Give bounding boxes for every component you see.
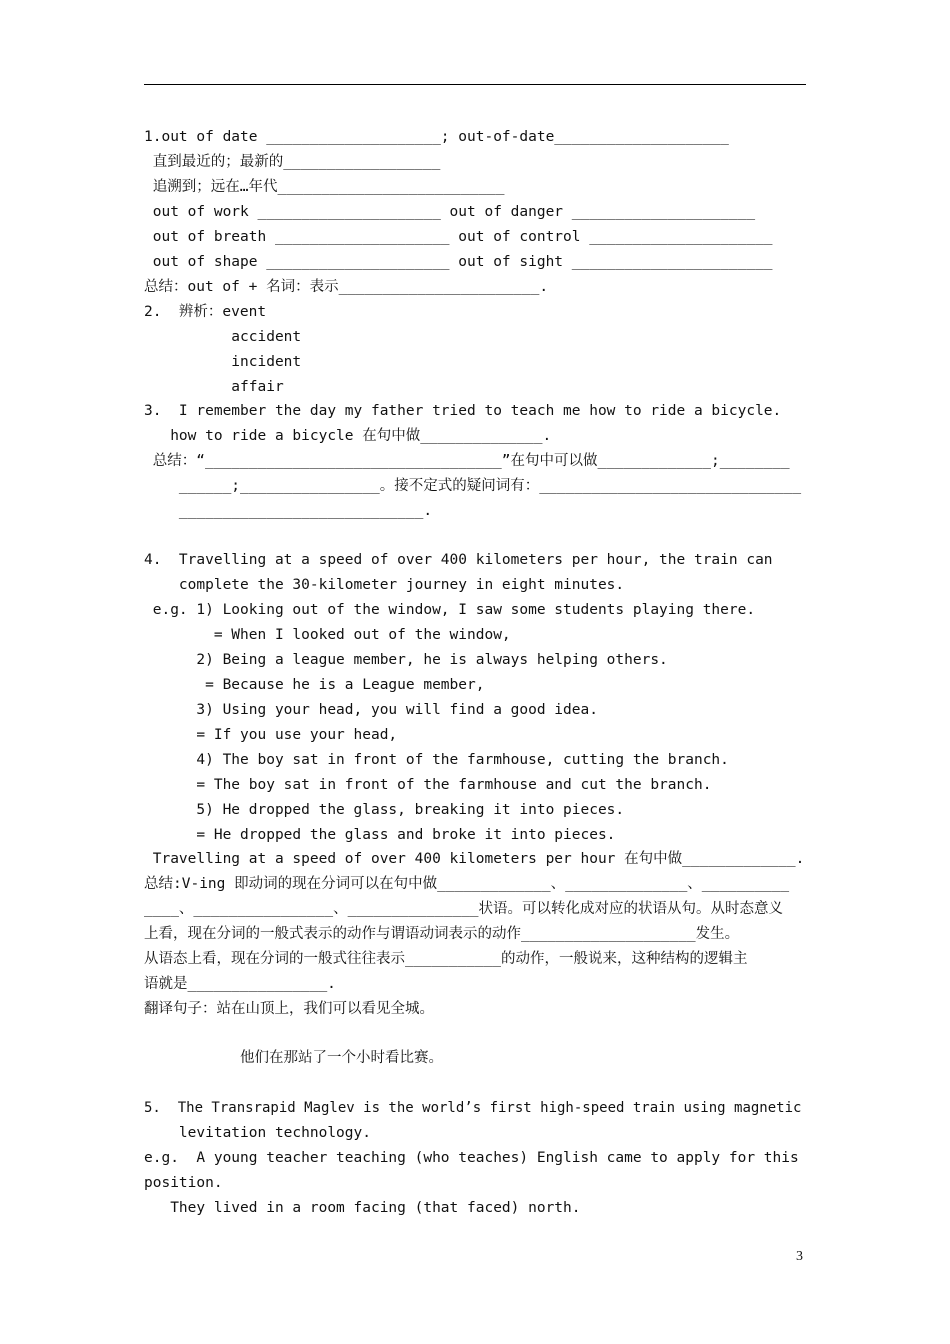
text-line: 2. 辨析：event	[144, 304, 267, 320]
text-line: 3) Using your head, you will find a good idea.	[144, 702, 598, 718]
text-line: 4. Travelling at a speed of over 400 kilometers per hour, the train can	[144, 552, 773, 568]
text-line: 他们在那站了一个小时看比赛。	[144, 1050, 444, 1066]
text-line: 总结：“__________________________________”在句中可以做_____________;________	[144, 453, 790, 469]
text-line: complete the 30-kilometer journey in eight minutes.	[144, 577, 625, 593]
text-line: = He dropped the glass and broke it into pieces.	[144, 827, 616, 843]
text-line: = Because he is a League member,	[144, 677, 485, 693]
text-line: ____________________________.	[144, 503, 433, 519]
text-line: They lived in a room facing (that faced) north.	[144, 1200, 581, 1216]
text-line: 语就是________________.	[144, 976, 336, 992]
text-line: 翻译句子：站在山顶上，我们可以看见全城。	[144, 1001, 434, 1017]
page-number: 3	[796, 1249, 803, 1264]
text-line: 上看，现在分词的一般式表示的动作与谓语动词表示的动作____________________发生。	[144, 926, 740, 942]
header-rule	[144, 84, 806, 85]
text-line: 直到最近的；最新的__________________	[144, 154, 441, 170]
text-line: 1.out of date ____________________; out-of-date____________________	[144, 129, 729, 145]
text-line: accident	[144, 329, 302, 345]
text-line: 总结：out of + 名词：表示_______________________.	[144, 279, 549, 295]
text-line: 2) Being a league member, he is always helping others.	[144, 652, 668, 668]
text-line: levitation technology.	[144, 1125, 371, 1141]
text-line: 5) He dropped the glass, breaking it into pieces.	[144, 802, 625, 818]
text-line: = When I looked out of the window,	[144, 627, 511, 643]
text-line: 追溯到；远在…年代__________________________	[144, 179, 505, 195]
text-line: ____、________________、_______________状语。可以转化成对应的状语从句。从时态意义	[144, 901, 784, 917]
text-line: Travelling at a speed of over 400 kilometers per hour 在句中做_____________.	[144, 851, 805, 867]
text-line: = The boy sat in front of the farmhouse and cut the branch.	[144, 777, 712, 793]
text-line: position.	[144, 1175, 223, 1191]
text-line: 总结:V-ing 即动词的现在分词可以在句中做_____________、______________、__________	[144, 876, 790, 892]
text-line: out of breath ____________________ out of control _____________________	[144, 229, 773, 245]
text-line: 3. I remember the day my father tried to teach me how to ride a bicycle.	[144, 403, 782, 419]
text-line: how to ride a bicycle 在句中做______________.	[144, 428, 552, 444]
text-line: incident	[144, 354, 302, 370]
text-line: 4) The boy sat in front of the farmhouse, cutting the branch.	[144, 752, 729, 768]
text-line: = If you use your head,	[144, 727, 398, 743]
text-line: 5. The Transrapid Maglev is the world’s first high-speed train using magnetic	[144, 1100, 802, 1116]
text-line: out of work _____________________ out of danger _____________________	[144, 204, 756, 220]
text-line: affair	[144, 379, 284, 395]
text-line: e.g. 1) Looking out of the window, I saw some students playing there.	[144, 602, 756, 618]
text-line: ______;________________。接不定式的疑问词有：______________________________	[144, 478, 802, 494]
text-line: out of shape _____________________ out of sight _______________________	[144, 254, 773, 270]
text-line: e.g. A young teacher teaching (who teaches) English came to apply for this	[144, 1150, 799, 1166]
text-line: 从语态上看，现在分词的一般式往往表示___________的动作，一般说来，这种结构的逻辑主	[144, 951, 748, 967]
